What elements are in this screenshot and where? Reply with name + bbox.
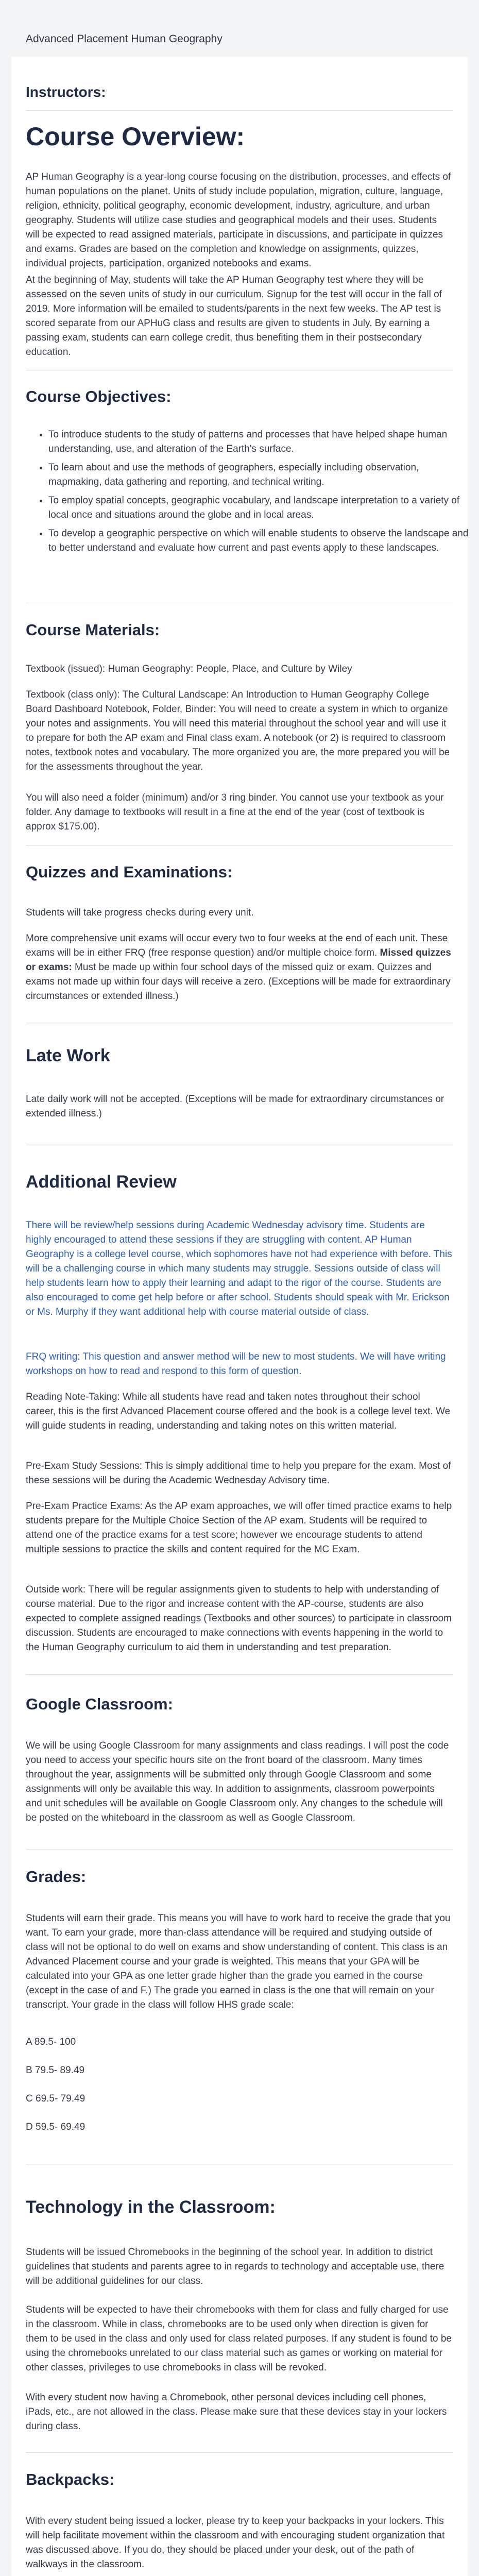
instructors-heading: Instructors: bbox=[26, 84, 106, 100]
app-title: Advanced Placement Human Geography bbox=[26, 33, 223, 45]
objective-item: • To learn about and use the methods of geographers, especially including observation, mapmaking, data gathering and reporting, and technical writing. bbox=[48, 461, 475, 489]
technology-paragraph-2: Students will be expected to have their chromebooks with them for class and fully charged for use in the classroom. While in class, chromebooks are to be used only when direction is given for them to be used in the class and only used for class related purposes. If any student is found to be using the chromebooks unrelated to our class material such as games or working on material for other classes, privileges to use chromebooks in class will be revoked. bbox=[26, 2304, 452, 2373]
backpacks-paragraph: With every student being issued a locker, please try to keep your backpacks in your lockers. This will help facilitate movement within the classroom and with encouraging student organization that was discussed above. If you do, they should be placed under your desk, out of the path of walkways in the classroom. bbox=[26, 2516, 445, 2570]
grade-scale-a: A 89.5- 100 bbox=[26, 2037, 76, 2047]
quizzes-paragraph-1: Students will take progress checks during every unit. bbox=[26, 907, 254, 918]
review-paragraph-1: There will be review/help sessions during Academic Wednesday advisory time. Students are highly encouraged to attend these sessions if they are struggling with content. AP Human Geography is a college level course, which sophomores have not had experience with before. This will be a challenging course in which many students may struggle. Sessions outside of class will help students learn how to apply their learning and adapt to the rigor of the course. Students are also encouraged to come get help before or after school. Students should speak with Mr. Erickson or Ms. Murphy if they want additional help with course material outside of class. bbox=[26, 1220, 452, 1317]
overview-paragraph-1: AP Human Geography is a year-long course focusing on the distribution, processes, and effects of human populations on the planet. Units of study include population, migration, culture, language, religion, ethnicity, political geography, economic development, industry, agriculture, and urban geography. Students will utilize case studies and geographical models and their uses. Students will be expected to read assigned materials, participate in discussions, and participate in quizzes and exams. Grades are based on the completion and knowledge on assignments, quizzes, individual projects, participation, organized notebooks and exams. bbox=[26, 172, 451, 269]
divider bbox=[26, 110, 453, 111]
grade-scale-c: C 69.5- 79.49 bbox=[26, 2093, 85, 2104]
materials-paragraph-2: Textbook (class only): The Cultural Landscape: An Introduction to Human Geography College Board Dashboard Notebook, Folder, Binder: You will need to create a system in which to organize your notes and assignments. You will need this material throughout the school year and will use it to prepare for both the AP exam and Final class exam. A notebook (or 2) is required to classroom notes, textbook notes and vocabulary. The more organized you are, the more prepared you will be for the assessments throughout the year. bbox=[26, 689, 450, 772]
objective-item: • To develop a geographic perspective on which will enable students to observe the landscape and to better understand and evaluate how current and past events apply to these landscapes. bbox=[48, 527, 475, 555]
late-work-heading: Late Work bbox=[26, 1046, 110, 1065]
review-paragraph-4: Pre-Exam Study Sessions: This is simply additional time to help you prepare for the exam. Most of these sessions will be during the Academic Wednesday Advisory time. bbox=[26, 1461, 451, 1486]
grade-scale-d: D 59.5- 69.49 bbox=[26, 2122, 85, 2132]
quizzes-paragraph-2: More comprehensive unit exams will occur every two to four weeks at the end of each unit. These exams will be in either FRQ (free response question) and/or multiple choice form. Missed quizzes or exams: Must be made up within four school days of the missed quiz or exam. Quizzes and exams not made up within four days will receive a zero. (Exceptions will be made for extraordinary circumstances or extended illness.) bbox=[26, 933, 451, 1002]
google-paragraph: We will be using Google Classroom for many assignments and class readings. I will post the code you need to access your specific hours site on the front board of the classroom. Many times throughout the year, assignments will be submitted only through Google Classroom and some assignments will only be available this way. In addition to assignments, classroom powerpoints and unit schedules will be available on Google Classroom only. Any changes to the schedule will be posted on the whiteboard in the classroom as well as Google Classroom. bbox=[26, 1740, 449, 1823]
review-paragraph-3: Reading Note-Taking: While all students have read and taken notes throughout their school career, this is the first Advanced Placement course offered and the book is a college level text. We will guide students in reading, understanding and taking notes on this written material. bbox=[26, 1392, 451, 1431]
course-objectives-heading: Course Objectives: bbox=[26, 387, 172, 405]
quizzes-heading: Quizzes and Examinations: bbox=[26, 863, 233, 881]
technology-paragraph-3: With every student now having a Chromebook, other personal devices including cell phones, iPads, etc., are not allowed in the class. Please make sure that these devices stay in your lockers during class. bbox=[26, 2392, 447, 2432]
overview-paragraph-2: At the beginning of May, students will take the AP Human Geography test where they will be assessed on the seven units of study in our curriculum. Signup for the test will occur in the fall of 2019. More information will be emailed to students/parents in the next few weeks. The AP test is scored separate from our APHuG class and results are given to students in July. By earning a passing exam, students can earn college credit, thus benefiting them in their postsecondary education. bbox=[26, 275, 442, 358]
divider bbox=[26, 2452, 453, 2453]
late-work-paragraph: Late daily work will not be accepted. (Exceptions will be made for extraordinary circumstances or extended illness.) bbox=[26, 1094, 444, 1119]
additional-review-heading: Additional Review bbox=[26, 1172, 177, 1192]
materials-paragraph-3: You will also need a folder (minimum) and/or 3 ring binder. You cannot use your textbook as your folder. Any damage to textbooks will result in a fine at the end of the year (cost of textbook is approx $175.00). bbox=[26, 792, 444, 832]
backpacks-heading: Backpacks: bbox=[26, 2470, 115, 2488]
divider bbox=[26, 1674, 453, 1675]
course-materials-heading: Course Materials: bbox=[26, 621, 160, 639]
google-classroom-heading: Google Classroom: bbox=[26, 1695, 173, 1713]
review-paragraph-5: Pre-Exam Practice Exams: As the AP exam approaches, we will offer timed practice exams to help students prepare for the Multiple Choice Section of the AP exam. Students will be required to attend one of the practice exams for a test score; however we encourage students to attend multiple sessions to practice the skills and content required for the MC Exam. bbox=[26, 1501, 452, 1555]
technology-heading: Technology in the Classroom: bbox=[26, 2197, 276, 2217]
technology-paragraph-1: Students will be issued Chromebooks in the beginning of the school year. In addition to district guidelines that students and parents agree to in regards to technology and acceptable use, there will be additional guidelines for our class. bbox=[26, 2247, 444, 2286]
top-bar bbox=[0, 0, 479, 57]
review-paragraph-2: FRQ writing: This question and answer method will be new to most students. We will have writing workshops on how to read and respond to this form of question. bbox=[26, 1351, 446, 1377]
objectives-list bbox=[26, 428, 475, 560]
review-paragraph-6: Outside work: There will be regular assignments given to students to help with understanding of course material. Due to the rigor and increase content with the AP-course, students are also expected to complete assigned readings (Textbooks and other sources) to participate in classroom discussion. Students are encouraged to make connections with events happening in the world to the Human Geography curriculum to aid them in understanding and test preparation. bbox=[26, 1584, 452, 1653]
objective-item: • To introduce students to the study of patterns and processes that have helped shape human understanding, use, and alteration of the Earth's surface. bbox=[48, 428, 475, 456]
course-overview-heading: Course Overview: bbox=[26, 122, 245, 151]
grades-heading: Grades: bbox=[26, 1868, 87, 1886]
grade-scale-b: B 79.5- 89.49 bbox=[26, 2065, 85, 2076]
materials-paragraph-1: Textbook (issued): Human Geography: People, Place, and Culture by Wiley bbox=[26, 664, 352, 674]
grades-paragraph: Students will earn their grade. This means you will have to work hard to receive the grade that you want. To earn your grade, more than-class attendance will be required and studying outside of class will not be optional to do well on exams and show understanding of content. This class is an Advanced Placement course and your grade is weighted. This means that your GPA will be calculated into your GPA as one letter grade higher than the grade you earned in the course (except in the case of and F.) The grade you earned in class is the one that will remain on your transcript. Your grade in the class will follow HHS grade scale: bbox=[26, 1913, 451, 2010]
objective-item: • To employ spatial concepts, geographic vocabulary, and landscape interpretation to a variety of local once and situations around the globe and in local areas. bbox=[48, 494, 475, 522]
